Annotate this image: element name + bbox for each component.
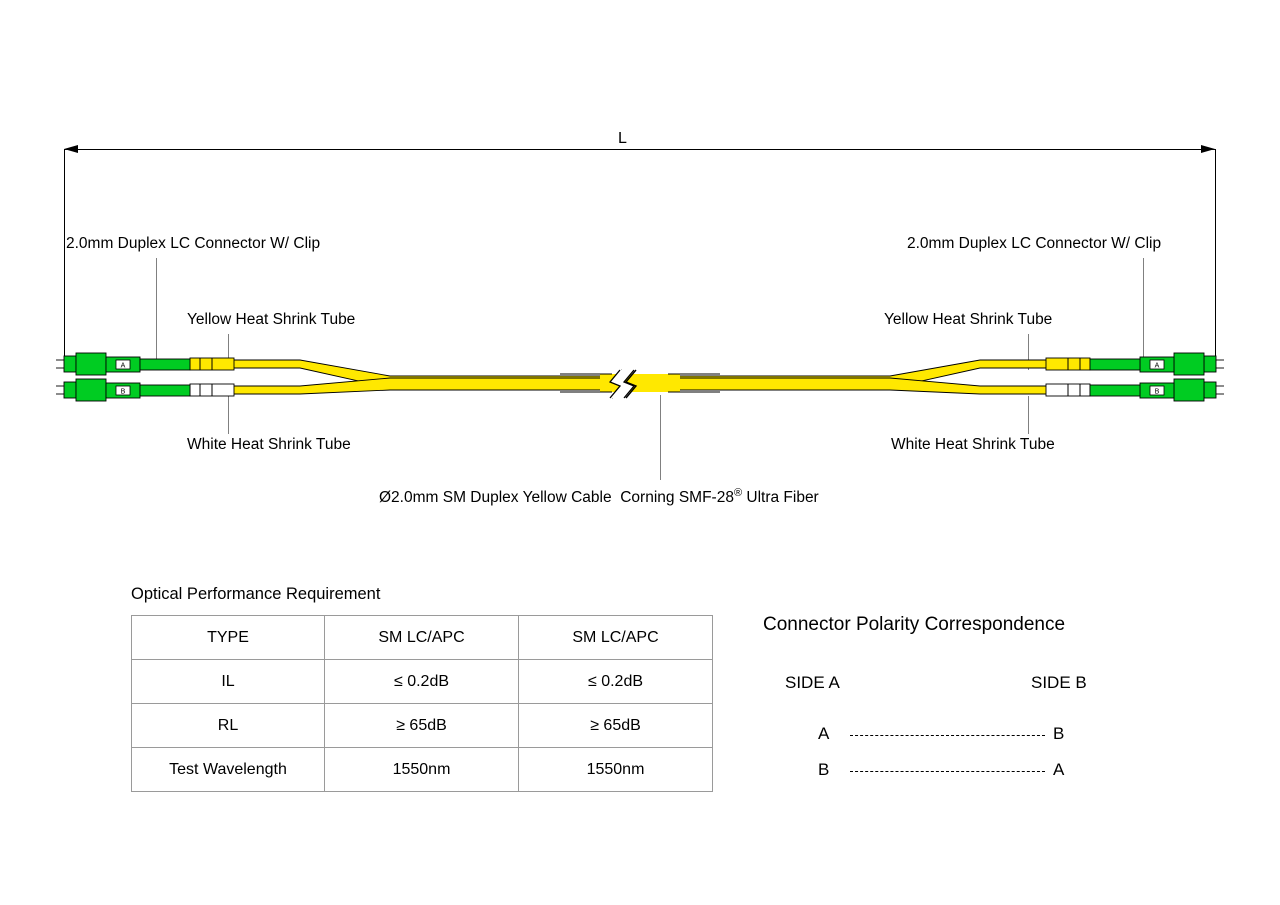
dimension-line	[64, 149, 1216, 150]
connector-mark-right-top: A	[1154, 362, 1160, 370]
label-yellow-tube-left: Yellow Heat Shrink Tube	[187, 311, 356, 328]
table-cell-il-type: IL	[132, 660, 325, 704]
polarity-dash-line	[850, 735, 1045, 737]
table-row	[132, 660, 713, 704]
polarity-dash-line	[850, 771, 1045, 773]
polarity-row-left: B	[818, 760, 830, 779]
table-header-type: TYPE	[132, 616, 325, 660]
fiber-cable-illustration	[0, 330, 1280, 440]
table-cell-wavelength-a: 1550nm	[325, 748, 519, 792]
polarity-side-b-label: SIDE B	[1031, 673, 1087, 692]
label-cable-registered-icon: ®	[733, 487, 743, 499]
connector-mark-left-top: A	[120, 362, 126, 370]
polarity-side-a-label: SIDE A	[785, 673, 840, 692]
label-yellow-tube-right: Yellow Heat Shrink Tube	[884, 311, 1053, 328]
table-header-side-b: SM LC/APC	[519, 616, 713, 660]
table-cell-rl-b: ≥ 65dB	[519, 704, 713, 748]
label-connector-left: 2.0mm Duplex LC Connector W/ Clip	[66, 235, 321, 252]
label-cable-part3: Ultra Fiber	[746, 489, 819, 507]
dimension-arrow-left-icon	[64, 145, 78, 153]
table-cell-il-a: ≤ 0.2dB	[325, 660, 519, 704]
polarity-row-left: A	[818, 724, 830, 743]
label-connector-right: 2.0mm Duplex LC Connector W/ Clip	[907, 235, 1162, 252]
table-cell-rl-a: ≥ 65dB	[325, 704, 519, 748]
label-cable-part1: Ø2.0mm SM Duplex Yellow Cable	[379, 489, 612, 507]
table-cell-wavelength-type: Test Wavelength	[132, 748, 325, 792]
polarity-title: Connector Polarity Correspondence	[763, 614, 1066, 635]
polarity-row-right: B	[1053, 724, 1065, 743]
connector-mark-left-bottom: B	[120, 388, 126, 396]
label-white-tube-right: White Heat Shrink Tube	[891, 436, 1055, 453]
table-cell-il-b: ≤ 0.2dB	[519, 660, 713, 704]
table-row	[132, 748, 713, 792]
table-row-header	[132, 616, 713, 660]
table-cell-wavelength-b: 1550nm	[519, 748, 713, 792]
polarity-row	[818, 760, 1078, 780]
label-cable-description	[379, 488, 819, 506]
dimension-length-label: L	[618, 130, 627, 147]
table-header-side-a: SM LC/APC	[325, 616, 519, 660]
dimension-arrow-right-icon	[1201, 145, 1215, 153]
table-row	[132, 704, 713, 748]
label-white-tube-left: White Heat Shrink Tube	[187, 436, 351, 453]
polarity-row-right: A	[1053, 760, 1065, 779]
connector-mark-right-bottom: B	[1154, 388, 1160, 396]
table-cell-rl-type: RL	[132, 704, 325, 748]
label-cable-part2: Corning SMF-28	[620, 489, 734, 507]
polarity-row	[818, 724, 1078, 744]
performance-table	[131, 615, 713, 792]
performance-table-title: Optical Performance Requirement	[131, 585, 381, 603]
